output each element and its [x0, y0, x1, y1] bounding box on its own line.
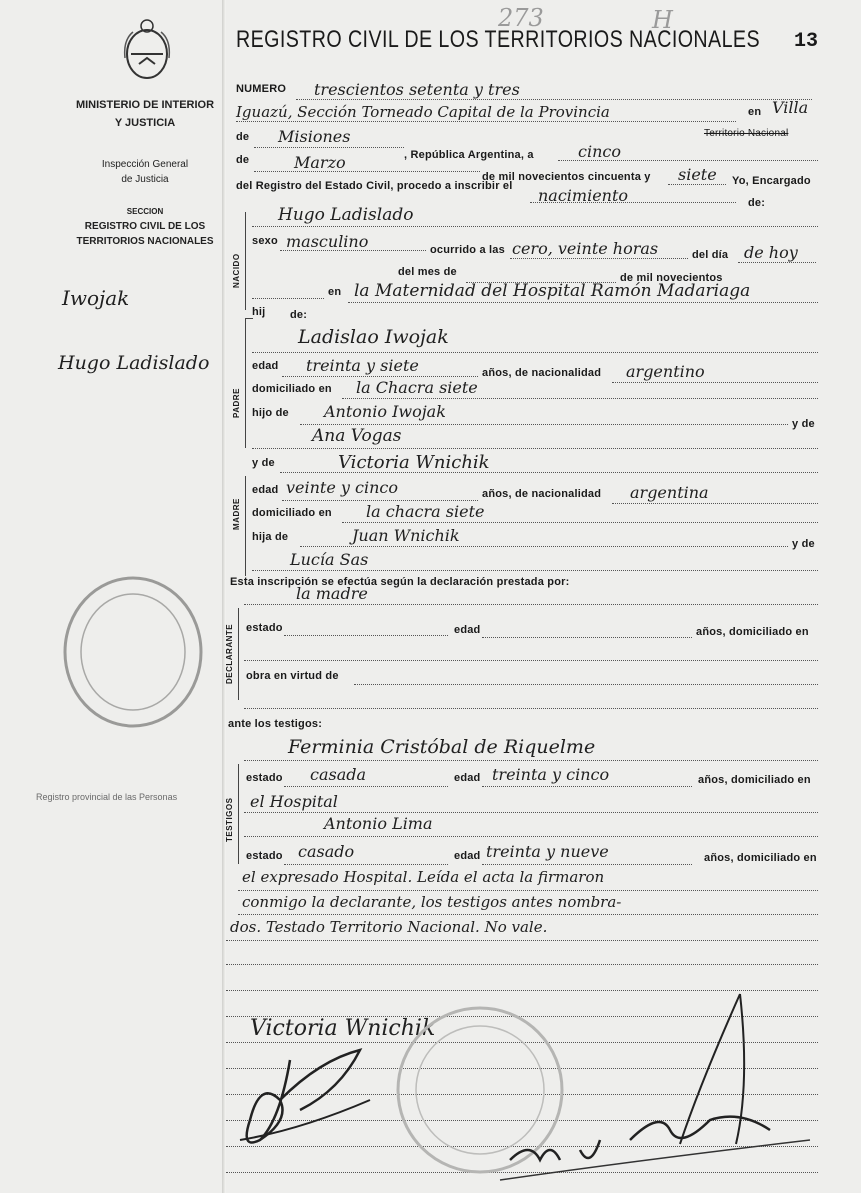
rule-abuelo-m [300, 546, 788, 547]
label-republica: , República Argentina, a [404, 149, 534, 161]
label-ocurrido: ocurrido a las [430, 244, 505, 256]
value-lugar: la Maternidad del Hospital Ramón Madariaga [354, 281, 751, 301]
page-number: 13 [794, 30, 819, 53]
rule-dom-padre [342, 398, 818, 399]
label-estado-t2: estado [246, 850, 283, 862]
rule-edad-madre [282, 500, 478, 501]
value-edad-padre: treinta y siete [306, 356, 419, 375]
value-abuela: Ana Vogas [312, 426, 402, 446]
rule-hora [510, 258, 688, 259]
value-nombre: Hugo Ladislado [278, 205, 414, 225]
value-nac-padre: argentino [626, 362, 705, 381]
side-label-nacido: NACIDO [232, 253, 241, 288]
label-nac-padre: años, de nacionalidad [482, 367, 602, 379]
label-dom-padre: domiciliado en [252, 383, 332, 395]
label-del-mes: del mes de [398, 266, 457, 278]
label-estado-decl: estado [246, 622, 283, 634]
side-label-testigos: TESTIGOS [225, 797, 234, 842]
label-hijo-de: de: [290, 309, 308, 321]
label-y-de-padre: y de [792, 418, 815, 430]
margin-given-names: Hugo Ladislado [58, 352, 210, 374]
value-localidad-cont: Iguazú, Sección Torneado Capital de la Provincia [236, 103, 610, 121]
ministry-line1: MINISTERIO DE INTERIOR [75, 99, 215, 111]
label-del-registro: del Registro del Estado Civil, procedo a inscribir el [236, 180, 513, 192]
value-estado-t2: casado [298, 842, 355, 861]
side-label-padre: PADRE [232, 388, 241, 418]
official-stamp-icon [58, 572, 208, 732]
rule-abuelo [300, 424, 788, 425]
rule-blank1 [226, 964, 818, 965]
rule-dom-t1 [244, 812, 818, 813]
rule-edad-t2 [482, 864, 692, 865]
stamp-note: Registro provincial de las Personas [36, 792, 178, 802]
rule-mes [254, 171, 480, 172]
label-numero: NUMERO [236, 83, 287, 95]
label-hijo-de-padre: hijo de [252, 407, 289, 419]
label-sexo: sexo [252, 235, 278, 247]
label-yo-encargado: Yo, Encargado [732, 175, 811, 187]
section-heading [55, 204, 235, 249]
value-edad-t1: treinta y cinco [492, 765, 610, 784]
value-dia-nac: de hoy [744, 243, 798, 262]
label-ante-testigos: ante los testigos: [228, 718, 323, 730]
label-nac-madre: años, de nacionalidad [482, 488, 602, 500]
label-hija-de: hija de [252, 531, 289, 543]
value-numero: trescientos setenta y tres [314, 80, 520, 99]
value-dom-padre: la Chacra siete [356, 378, 478, 397]
value-acto: nacimiento [538, 186, 629, 205]
inspection-line1: Inspección General [101, 159, 189, 170]
rule-testigo1 [244, 760, 818, 761]
inspection-line2: de Justicia [121, 174, 169, 185]
rule-nac-padre [612, 382, 818, 383]
value-mes: Marzo [294, 153, 346, 172]
value-localidad: Villa [772, 98, 809, 117]
rule-obra2 [244, 708, 818, 709]
rule-edad-decl [482, 637, 692, 638]
rule-nac-madre [612, 503, 818, 504]
label-edad-t1: edad [454, 772, 481, 784]
value-nac-madre: argentina [630, 483, 709, 502]
value-abuelo-m: Juan Wnichik [352, 526, 460, 545]
value-closing3: dos. Testado Territorio Nacional. No vale. [230, 918, 548, 936]
value-closing1: el expresado Hospital. Leída el acta la firmaron [242, 868, 605, 886]
label-de-mes: de [236, 154, 250, 166]
rule-localidad [236, 121, 736, 122]
value-padre: Ladislao Iwojak [298, 326, 449, 348]
value-sexo: masculino [286, 232, 369, 251]
rule-close1 [238, 890, 818, 891]
section-label: SECCION [126, 207, 164, 216]
value-testigo1: Ferminia Cristóbal de Riquelme [288, 736, 596, 758]
label-anos-dom-decl: años, domiciliado en [696, 626, 809, 638]
nacido-bracket [245, 212, 246, 310]
testigos-bracket [238, 764, 239, 864]
registrar-signature-icon [490, 990, 820, 1190]
label-edad-decl: edad [454, 624, 481, 636]
label-dom-madre: domiciliado en [252, 507, 332, 519]
value-dom-madre: la chacra siete [366, 502, 485, 521]
label-estado-t1: estado [246, 772, 283, 784]
rule-close2 [238, 914, 818, 915]
rule-abuela [252, 448, 818, 449]
label-anos-dom-t2: años, domiciliado en [704, 852, 817, 864]
ministry-heading [60, 96, 230, 132]
madre-bracket [245, 476, 246, 576]
coat-of-arms-icon [121, 18, 173, 82]
rule-dom-madre [342, 522, 818, 523]
rule-anio [668, 184, 726, 185]
label-edad-padre: edad [252, 360, 279, 372]
label-inscripcion: Esta inscripción se efectúa según la declaración prestada por: [230, 576, 570, 588]
value-testigo2: Antonio Lima [324, 814, 433, 833]
label-del-dia: del día [692, 249, 729, 261]
rule-dom-decl [244, 660, 818, 661]
rule-lugar [348, 302, 818, 303]
label-de-territorio: de [236, 131, 250, 143]
label-de-mil-nov: de mil novecientos [620, 272, 723, 284]
rule-nombre [252, 226, 818, 227]
section-line1: REGISTRO CIVIL DE LOS [84, 221, 206, 232]
value-anio: siete [678, 165, 717, 184]
rule-estado-t1 [284, 786, 448, 787]
value-madre: Victoria Wnichik [338, 452, 490, 473]
rule-abuela-m [252, 570, 818, 571]
rule-edad-padre [282, 376, 478, 377]
label-obra: obra en virtud de [246, 670, 339, 682]
label-y-de-madre: y de [252, 457, 275, 469]
label-de-colon: de: [748, 197, 766, 209]
value-declarante: la madre [296, 584, 368, 603]
rule-numero [296, 99, 812, 100]
label-anos-dom-t1: años, domiciliado en [698, 774, 811, 786]
value-dia: cinco [578, 142, 621, 161]
label-en-lugar: en [328, 286, 342, 298]
value-edad-t2: treinta y nueve [486, 842, 609, 861]
rule-territorio [254, 147, 404, 148]
signature-madre: Victoria Wnichik [250, 1016, 436, 1041]
rule-dia-nac [738, 262, 816, 263]
inspection-heading [60, 157, 230, 187]
label-de-mil: de mil novecientos cincuenta y [482, 171, 651, 183]
label-hij: hij [252, 306, 266, 318]
value-edad-madre: veinte y cinco [286, 478, 399, 497]
value-abuela-m: Lucía Sas [290, 550, 369, 569]
rule-estado-decl [284, 635, 448, 636]
rule-declarante [244, 604, 818, 605]
label-y-de-madre2: y de [792, 538, 815, 550]
value-territorio: Misiones [278, 127, 351, 146]
label-edad-t2: edad [454, 850, 481, 862]
rule-en-pre [252, 298, 324, 299]
witness-signature-icon [230, 1040, 380, 1150]
section-line2: TERRITORIOS NACIONALES [76, 236, 214, 247]
value-abuelo: Antonio Iwojak [324, 402, 446, 421]
ministry-line2: Y JUSTICIA [114, 117, 176, 129]
rule-testigo2 [244, 836, 818, 837]
value-estado-t1: casada [310, 765, 367, 784]
label-en: en [748, 106, 762, 118]
label-territorio-struck: Territorio Nacional [704, 128, 789, 139]
folio-mark: H [652, 6, 673, 34]
padre-sep [245, 318, 253, 319]
side-label-declarante: DECLARANTE [225, 623, 234, 684]
value-dom-t1: el Hospital [250, 792, 338, 811]
value-hora: cero, veinte horas [512, 239, 659, 258]
rule-estado-t2 [284, 864, 448, 865]
value-closing2: conmigo la declarante, los testigos antes nombra- [242, 893, 622, 911]
rule-obra [354, 684, 818, 685]
page-title: REGISTRO CIVIL DE LOS TERRITORIOS NACIONALES [236, 26, 761, 53]
padre-bracket [245, 318, 246, 448]
rule-edad-t1 [482, 786, 692, 787]
declarante-bracket [238, 608, 239, 700]
rule-close3 [226, 940, 818, 941]
margin-surname: Iwojak [62, 286, 130, 310]
rule-padre [252, 352, 818, 353]
folio-number-handwritten: 273 [498, 4, 544, 32]
side-label-madre: MADRE [232, 498, 241, 530]
label-edad-madre: edad [252, 484, 279, 496]
